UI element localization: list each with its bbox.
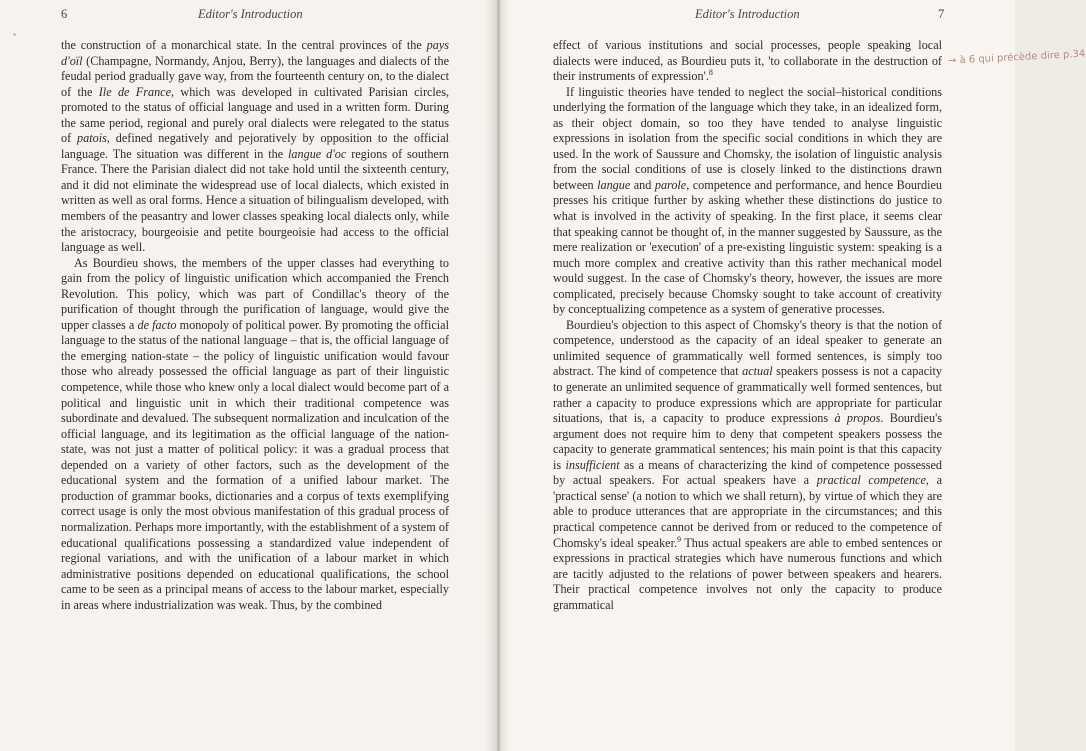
right-running-head: Editor's Introduction: [695, 7, 800, 21]
text-run: the construction of a monarchical state. In the central provinces of the: [61, 38, 427, 52]
text-run: effect of various institutions and social processes, people speaking local dialects were induced, as Bourdieu puts it, 'to collaborate in the destruction of their instruments of expression'.: [553, 38, 942, 84]
left-body-text: [61, 38, 449, 613]
left-paragraph-2: [61, 256, 449, 614]
italic-run: à propos: [834, 411, 881, 426]
text-run: , which was developed in cultivated Parisian circles, promoted to the status of official language and used in a written form. During the same period, regional and purely oral dialects were relegated to the status of: [61, 84, 449, 146]
footnote-ref: 8: [708, 68, 713, 78]
italic-run: langue: [597, 177, 631, 192]
text-run: and: [630, 177, 655, 192]
right-page: [496, 0, 1086, 751]
text-run: , defined negatively and pejoratively by opposition to the official language. The situation was different in the: [61, 131, 449, 161]
paper-speck: [13, 33, 16, 36]
text-run: speakers possess is not a capacity to generate an unlimited sequence of grammatically well formed sentences, but rather a capacity to produce expressions which are appropriate for particular situations, that is, a capacity to produce expressions: [553, 364, 942, 426]
text-run: (Champagne, Normandy, Anjou, Berry), the languages and dialects of the feudal period gradually gave way, from the fourteenth century on, to the dialect of the: [61, 53, 449, 99]
italic-run: de facto: [137, 317, 177, 332]
text-run: . Bourdieu's argument does not require him to deny that competent speakers possess the capacity to generate grammatical sentences; his main point is that this capacity is: [553, 411, 943, 472]
text-run: regions of southern France. There the Parisian dialect did not take hold until the sixteenth century, and it did not eliminate the widespread use of local dialects, which existed in written as well as oral forms. Hence a situation of bilingualism developed, with members of the peasantry and lower classes speaking local dialects only, while the aristocracy, bourgeoisie and petite bourgeoisie had access to the official language as well.: [61, 146, 449, 255]
italic-run: practical competence: [816, 473, 926, 488]
right-paragraph-1: [553, 38, 942, 85]
left-running-head: Editor's Introduction: [198, 7, 303, 21]
text-run: monopoly of political power. By promoting the official language to the status of the national language – that is, the official language of the emerging nation-state – the policy of linguistic unification would favour those who already possessed the official language as part of their linguistic competence, while those who knew only a local dialect would become part of a political and linguistic unit in which their traditional competence was subordinate and devalued. The subsequent normalization and inculcation of the official language, and its legitimation as the official language of the nation-state, was not just a matter of political policy: it was a gradual process that depended on a variety of other factors, such as the development of the educational system and the formation of a unified labour market. The production of grammar books, dictionaries and a corpus of texts exemplifying correct usage is only the most obvious manifestation of this gradual process of normalization. Perhaps more importantly, with the establishment of a system of educational qualifications possessing a standardized value independent of regional variations, and with the unification of a labour market in which administrative positions depended on educational qualifications, the school came to be seen as a principal means of access to the labour market, especially in areas where industrialization was weak. Thus, by the combined: [61, 317, 449, 612]
italic-run: langue d'oc: [288, 146, 347, 161]
italic-run: pays d'oïl: [61, 38, 449, 68]
footnote-ref: 9: [677, 534, 682, 544]
italic-run: insufficient: [565, 457, 620, 472]
right-body-text: [553, 38, 942, 613]
text-run: , a 'practical sense' (a notion to which we shall return), by virtue of which they are able to produce utterances that are appropriate in the circumstances; and this practical competence cannot be derived from or reduced to the competence of Chomsky's ideal speaker.: [553, 473, 942, 550]
text-run: , competence and performance, and hence Bourdieu presses his critique further by asking whether these distinctions do justice to what is involved in the activity of speaking. In the first place, it seems clear that speaking cannot be thought of, in the manner suggested by Saussure, as the mere realization or 'execution' of a pre-existing linguistic system: speaking is a much more complex and creative activity than this rather mechanical model would suggest. In the case of Chomsky's theory, however, the issues are more complicated, precisely because Chomsky sought to take account of creativity by conceptualizing competence as a system of generative processes.: [553, 177, 942, 317]
italic-run: Ile de France: [98, 84, 172, 99]
italic-run: patois: [77, 131, 107, 146]
left-page-number: 6: [61, 7, 68, 21]
italic-run: parole: [654, 177, 687, 192]
right-paragraph-3: [553, 318, 942, 613]
text-run: Thus actual speakers are able to embed sentences or expressions in practical strategies which have numerous functions and which are tacitly adjusted to the relations of power between speakers and hearers. Their practical competence involves not only the capacity to produce grammatical: [553, 535, 942, 612]
left-page: [0, 0, 496, 751]
text-run: Bourdieu's objection to this aspect of Chomsky's theory is that the notion of competence, understood as the capacity of an ideal speaker to generate an unlimited sequence of grammatically well formed sentences, is simply too abstract. The kind of competence that: [553, 317, 942, 379]
right-paragraph-2: [553, 85, 942, 318]
left-paragraph-1: [61, 38, 449, 256]
text-run: If linguistic theories have tended to neglect the social–historical conditions underlying the formation of the language which they take, in an idealized form, as their object domain, so too they have tended to analyse linguistic expressions in isolation from the specific social conditions in which they are used. In the work of Saussure and Chomsky, the isolation of linguistic analysis from the social conditions of use is closely linked to the distinctions drawn between: [553, 84, 942, 192]
text-run: As Bourdieu shows, the members of the upper classes had everything to gain from the policy of linguistic unification which accompanied the French Revolution. This policy, which was part of Condillac's theory of the purification of thought through the purification of language, would give the upper classes a: [61, 255, 449, 332]
handwritten-margin-note: → à 6 qui précède dire p.34: [947, 48, 1086, 67]
book-gutter-shadow: [486, 0, 510, 751]
italic-run: actual: [742, 364, 773, 379]
right-page-number: 7: [938, 7, 945, 21]
text-run: as a means of characterizing the kind of competence possessed by actual speakers. For actual speakers have a: [553, 457, 942, 488]
